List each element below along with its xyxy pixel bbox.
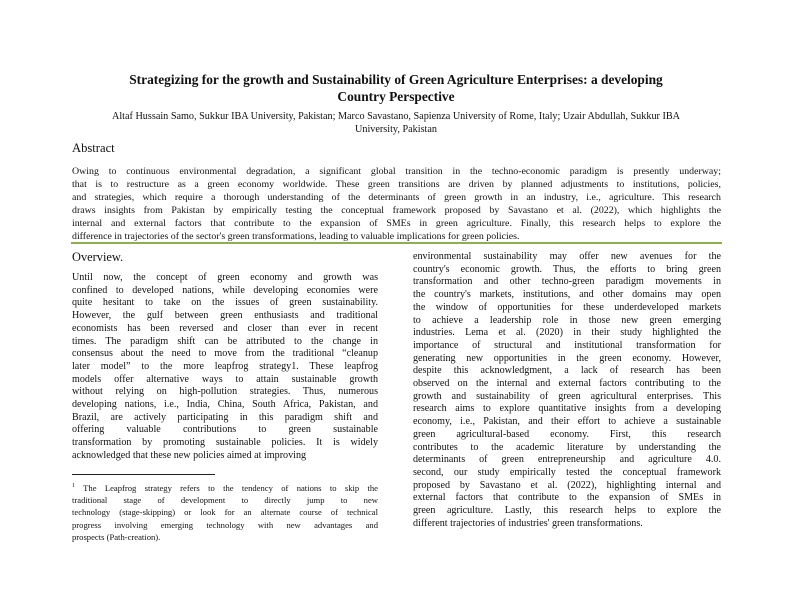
footnote-separator (72, 474, 215, 475)
author-list (60, 111, 732, 136)
text-line: later model” to the more leapfrog strategy1. These leapfrog (72, 360, 378, 372)
title-line: Country Perspective (337, 89, 455, 104)
text-line: transformation by promoting sustainable policies. It is widely (72, 437, 378, 449)
footnote-line: progress involving emerging technology with new advantages and (72, 519, 378, 530)
text-line: developing nations, i.e., India, China, South Africa, Pakistan, and (72, 399, 378, 411)
text-line: proposed by Savastano et al. (2022), highlighting internal and (413, 479, 721, 491)
text-line: different trajectories of industries' green transformations. (413, 517, 643, 529)
text-line: offering valuable contributions to green sustainable (72, 424, 378, 436)
text-line: industries. Lema et al. (2020) in their study highlighted the (413, 327, 721, 339)
text-line: economists has been reversed and closer than ever in recent (72, 322, 378, 334)
footnote (72, 480, 378, 543)
text-line: without relying on high-pollution strategies. Thus, numerous (72, 386, 378, 398)
text-line: observed on the internal and external factors contributing to the (413, 378, 721, 390)
text-line: Until now, the concept of green economy and growth was (72, 272, 378, 283)
text-line: to achieve a leadership role in those new green emerging (413, 314, 721, 326)
overview-heading: Overview. (72, 250, 124, 264)
text-line: the country's markets, institutions, and other domains may open (413, 289, 721, 301)
text-line: transformation and other techno-green paradigm movements in (413, 276, 721, 288)
text-line: green agriculture. Lastly, this research helps to explore the (413, 505, 721, 517)
abstract-body (72, 165, 721, 243)
text-line: generating new opportunities in the green economy. However, (413, 352, 721, 364)
text-line: that is to restructure as a green economy worldwide. These green transitions are driven by planned adjustments to institutions, policies, (72, 179, 721, 190)
text-line: despite this acknowledgment, a lack of research has been (413, 365, 721, 377)
text-line: However, the gulf between green enthusiasts and traditional (72, 310, 378, 322)
text-line: contributes to the academic literature by understanding the (413, 441, 721, 453)
text-line: external factors that contribute to the expansion of SMEs in (413, 492, 721, 504)
text-line: acknowledged that these new policies aimed at improving (72, 449, 307, 461)
footnote-marker: 1 (72, 483, 75, 489)
section-divider (71, 242, 722, 244)
text-line: growth and sustainability of green agricultural enterprises. This (413, 390, 721, 402)
text-line: green agricultural-based economy. First, this research (413, 428, 721, 440)
text-line: internal and external factors that contribute to the expansion of SMEs in green agriculture. Finally, this research helps to explore the (72, 218, 721, 229)
text-line: second, our study empirically tested the conceptual framework (413, 466, 721, 478)
text-line: country's economic growth. Thus, the efforts to bring green (413, 263, 721, 275)
footnote-line (72, 480, 378, 494)
author-line: Altaf Hussain Samo, Sukkur IBA University, Pakistan; Marco Savastano, Sapienza University of Rome, Italy; Uzair Abdullah, Sukkur IBA (111, 111, 681, 122)
text-line: Brazil, are actively participating in this paradigm shift and (72, 411, 378, 423)
text-line: the window of opportunities for these underdeveloped markets (413, 301, 721, 313)
text-line: research aims to explore quantitative insights from a developing (413, 403, 721, 415)
text-line: determinants of green entrepreneurship and agriculture 4.0. (413, 454, 721, 466)
abstract-heading: Abstract (72, 141, 115, 155)
text-line: times. The paradigm shift can be attributed to the change in (72, 335, 378, 347)
footnote-line: traditional stage of development to directly jump to new (72, 495, 378, 506)
footnote-text: The Leapfrog strategy refers to the tendency of nations to skip the (83, 482, 378, 493)
footnote-line: technology (stage-skipping) or look for an alternate course of technical (72, 507, 378, 518)
text-line: confined to developed nations, while developing economies were (72, 284, 378, 296)
text-line: models offer alternative ways to attain sustainable growth (72, 373, 378, 385)
text-line: consensus about the need to move from the traditional “cleanup (72, 348, 378, 360)
text-line: draws insights from Pakistan by empirically testing the conceptual framework proposed by Savastano et al. (2022), which highlights the (72, 205, 721, 216)
text-line: environmental sustainability may offer new avenues for the (413, 251, 721, 262)
body-column-right (413, 251, 721, 530)
text-line: Owing to continuous environmental degradation, a significant global transition in the techno-economic paradigm is presently underway; (72, 166, 721, 177)
paper-title (60, 71, 732, 105)
author-line: University, Pakistan (355, 123, 437, 135)
footnote-line: prospects (Path-creation). (72, 532, 161, 543)
text-line: difference in trajectories of the sector's green transformations, leading to valuable implications for green policies. (72, 231, 520, 242)
text-line: economy, i.e., Pakistan, and their effort to achieve a sustainable (413, 416, 721, 428)
text-line: importance of structural and institutional transformation for (413, 339, 721, 351)
text-line: quite hesitant to take on the issues of green sustainability. (72, 297, 378, 309)
text-line: and strategies, which require a thorough understanding of the determinants of green growth in an industry, i.e., agriculture. This research (72, 192, 721, 203)
title-line: Strategizing for the growth and Sustainability of Green Agriculture Enterprises: a developing (129, 72, 663, 87)
body-column-left (72, 272, 378, 463)
